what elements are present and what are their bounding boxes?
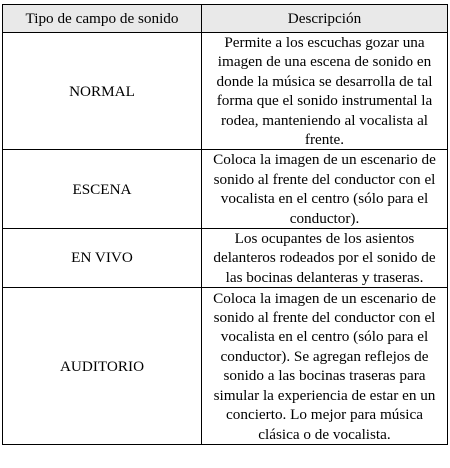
description-cell: Coloca la imagen de un escenario de sonido al frente del conductor con el vocalista en el centro (sólo para el conductor). xyxy=(202,150,448,229)
description-cell: Coloca la imagen de un escenario de sonido al frente del conductor con el vocalista en el centro (sólo para el conductor). Se agregan reflejos de sonido a las bocinas traseras para simular la experiencia de estar en un concierto. Lo mejor para música clásica o de vocalista. xyxy=(202,288,448,445)
table-row xyxy=(3,150,448,229)
sound-field-table xyxy=(2,4,448,445)
header-row xyxy=(3,5,448,33)
table-row xyxy=(3,288,448,445)
table-row xyxy=(3,229,448,288)
description-cell: Permite a los escuchas gozar una imagen de una escena de sonido en donde la música se desarrolla de tal forma que el sonido instrumental la rodea, manteniendo al vocalista al frente. xyxy=(202,33,448,150)
description-cell: Los ocupantes de los asientos delanteros rodeados por el sonido de las bocinas delanteras y traseras. xyxy=(202,229,448,288)
sound-field-type-cell: NORMAL xyxy=(3,33,202,150)
header-description: Descripción xyxy=(202,5,448,33)
sound-field-type-cell: AUDITORIO xyxy=(3,288,202,445)
table-row xyxy=(3,33,448,150)
header-sound-field-type: Tipo de campo de sonido xyxy=(3,5,202,33)
table-body xyxy=(3,33,448,445)
sound-field-type-cell: EN VIVO xyxy=(3,229,202,288)
table-header xyxy=(3,5,448,33)
sound-field-type-cell: ESCENA xyxy=(3,150,202,229)
